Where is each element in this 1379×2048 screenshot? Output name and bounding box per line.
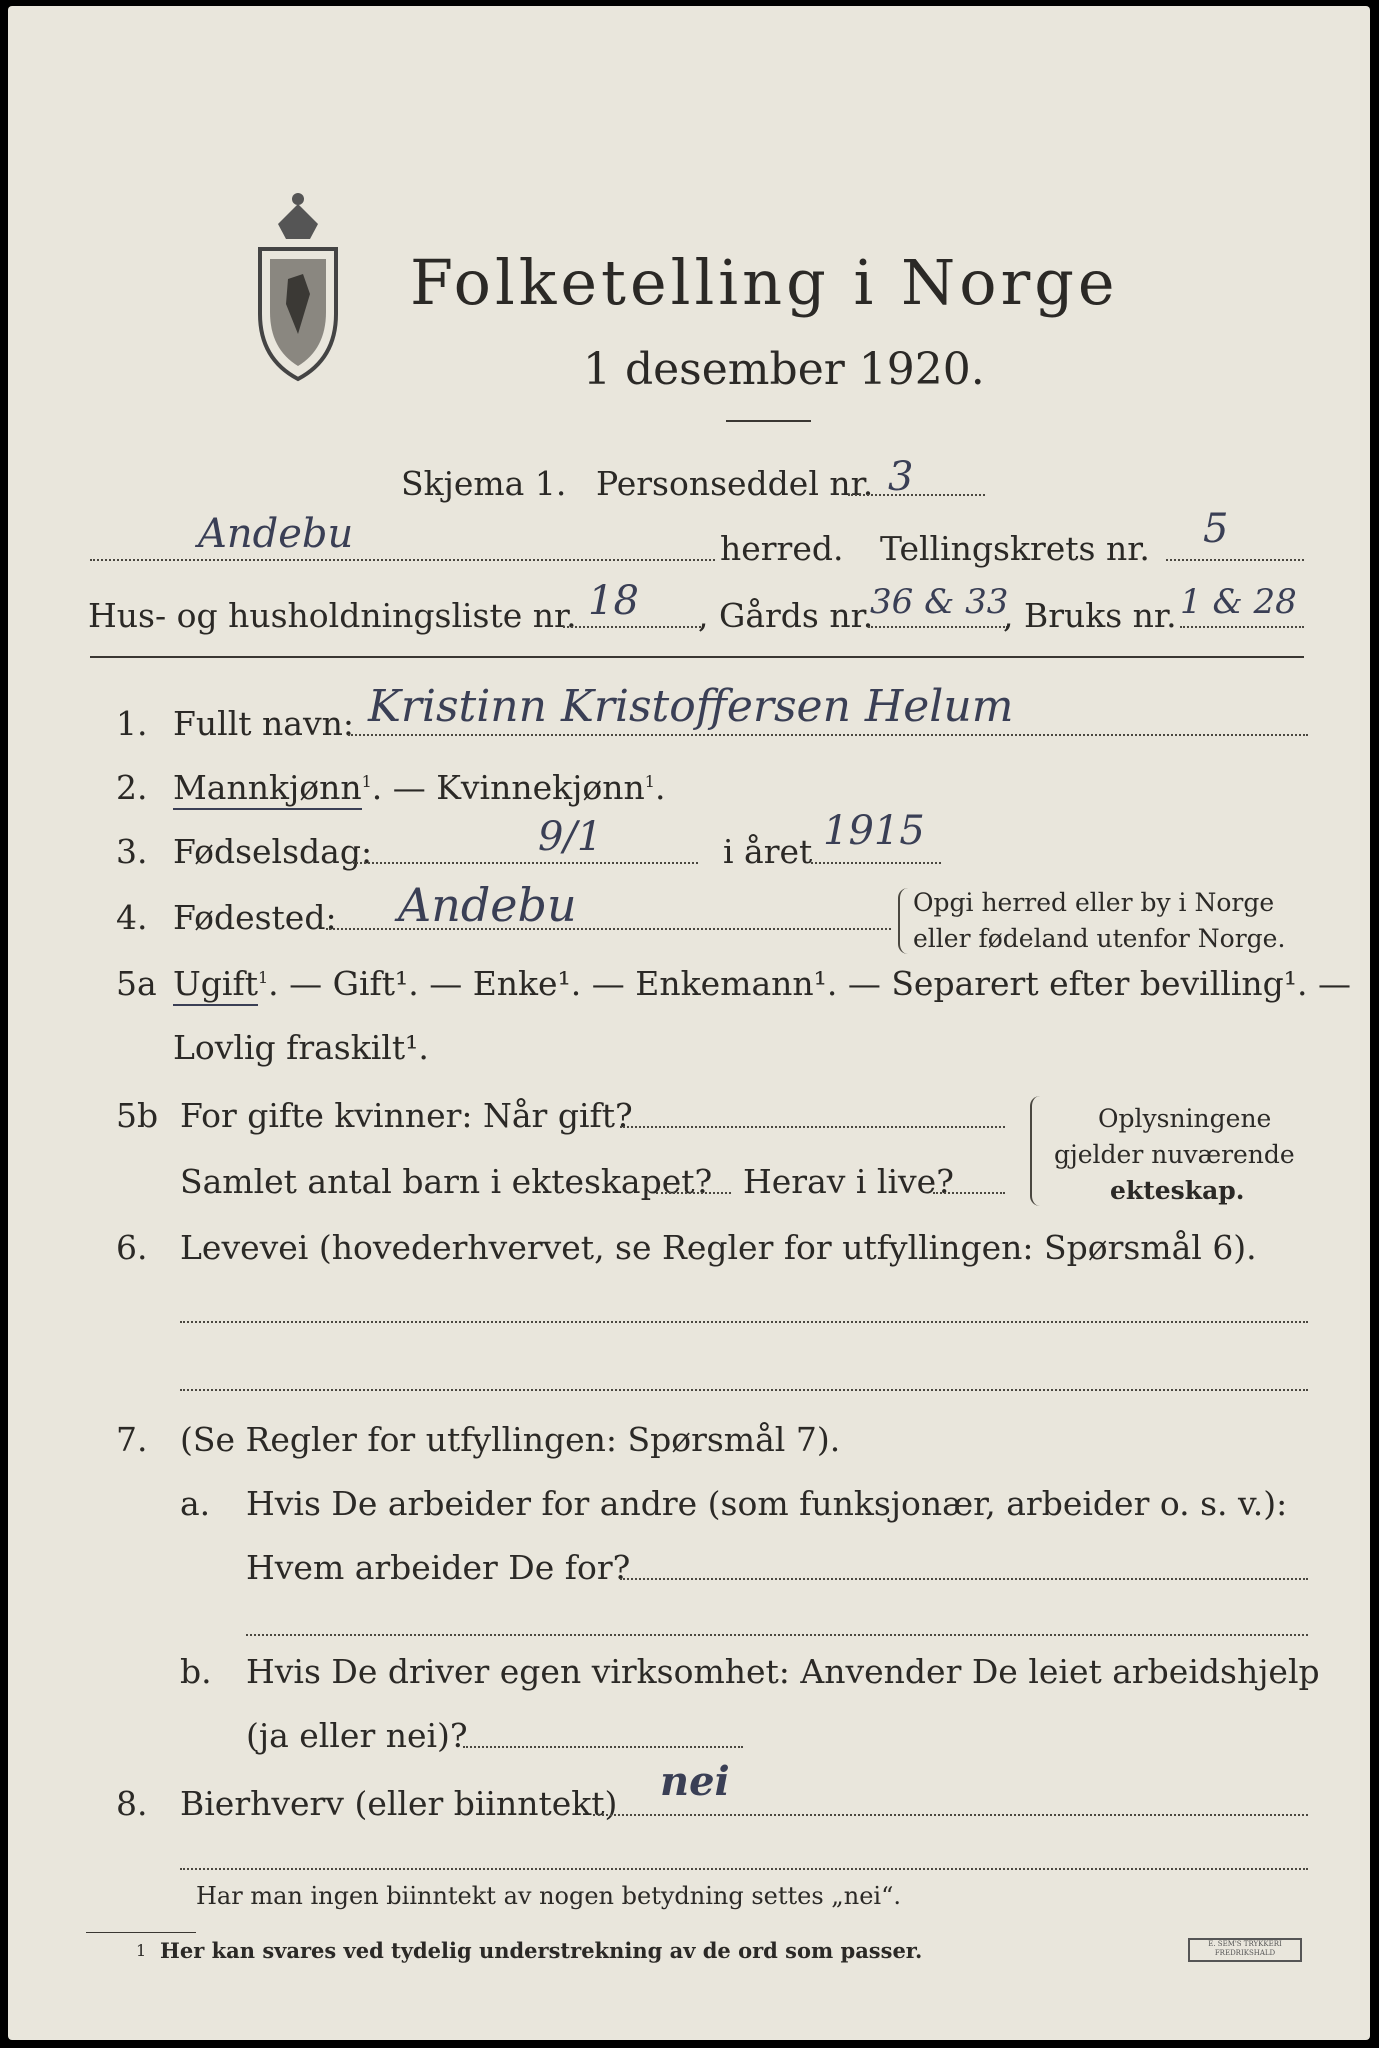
title-divider	[726, 420, 811, 422]
q8-line2[interactable]	[180, 1868, 1308, 1870]
option-mannkjonn[interactable]: Mannkjønn	[173, 768, 362, 810]
gards-label: , Gårds nr.	[698, 596, 874, 635]
footnote-text: Her kan svares ved tydelig understrekning av de ord som passer.	[160, 1938, 923, 1963]
footnote-rule	[86, 1932, 196, 1933]
q2-separator: . —	[371, 768, 437, 807]
option-ugift[interactable]: Ugift	[173, 964, 258, 1006]
q7b-letter: b.	[180, 1652, 212, 1691]
bruks-label: , Bruks nr.	[1003, 596, 1177, 635]
form-title: Folketelling i Norge	[410, 246, 1119, 319]
q3-date-line	[353, 862, 698, 864]
hus-label: Hus- og husholdningsliste nr.	[88, 596, 577, 635]
q2-end: .	[654, 768, 666, 807]
q6-number: 6.	[116, 1228, 148, 1267]
q5b-brace	[1030, 1096, 1041, 1206]
side-income-value[interactable]: nei	[660, 1758, 730, 1805]
q7b-text: Hvis De driver egen virksomhet: Anvender De leiet arbeidshjelp	[246, 1652, 1320, 1691]
q5b-number: 5b	[116, 1096, 159, 1135]
q8-number: 8.	[116, 1784, 148, 1823]
q5b-note-line2: gjelder nuværende	[1054, 1140, 1295, 1169]
herred-label: herred.	[720, 529, 844, 568]
personseddel-label: Personseddel nr.	[596, 464, 874, 503]
header-divider	[90, 656, 1304, 658]
printer-stamp: E. SEM'S TRYKKERI FREDRIKSHALD	[1188, 1938, 1302, 1962]
tellingskrets-line	[1166, 559, 1304, 561]
q3-number: 3.	[116, 832, 148, 871]
gards-value[interactable]: 36 & 33	[870, 582, 1009, 622]
hus-value[interactable]: 18	[588, 578, 639, 624]
q5a-number: 5a	[116, 964, 157, 1003]
q4-note-line2: eller fødeland utenfor Norge.	[913, 924, 1286, 953]
q4-brace	[898, 888, 908, 954]
birthplace-value[interactable]: Andebu	[398, 878, 577, 932]
q6-line2[interactable]	[180, 1389, 1308, 1391]
tellingskrets-value[interactable]: 5	[1203, 506, 1229, 552]
q8-line	[593, 1814, 1308, 1816]
q5b-children-label: Samlet antal barn i ekteskapet?	[180, 1162, 713, 1201]
census-form	[8, 6, 1370, 2040]
birth-year-value[interactable]: 1915	[823, 808, 925, 854]
q6-label: Levevei (hovederhvervet, se Regler for utfyllingen: Spørsmål 6).	[180, 1228, 1257, 1267]
q4-label: Fødested:	[173, 898, 337, 937]
birthday-value[interactable]: 9/1	[538, 814, 603, 860]
q8-label: Bierhverv (eller biinntekt)	[180, 1784, 618, 1823]
q7a-text: Hvis De arbeider for andre (som funksjonær, arbeider o. s. v.):	[246, 1484, 1288, 1523]
personseddel-line	[848, 494, 985, 496]
q5b-alive-label: Herav i live?	[743, 1162, 954, 1201]
q7a-line1[interactable]	[620, 1578, 1308, 1580]
q7b-line[interactable]	[463, 1746, 743, 1748]
bruks-value[interactable]: 1 & 28	[1180, 582, 1297, 622]
q5b-married-label: For gifte kvinner: Når gift?	[180, 1096, 633, 1135]
census-date: 1 desember 1920.	[583, 344, 985, 395]
q2-sup: 1	[361, 772, 372, 791]
q5b-note-line1: Oplysningene	[1098, 1104, 1272, 1133]
q3-label: Fødselsdag:	[173, 832, 373, 871]
q6-line1[interactable]	[180, 1321, 1308, 1323]
q5b-married-line	[620, 1126, 1005, 1128]
q2-options: Mannkjønn$^1$. — Kvinnekjønn$^1$.	[173, 768, 665, 807]
q3-year-label: i året	[723, 832, 813, 871]
coat-of-arms-icon	[248, 184, 348, 389]
q7a-question: Hvem arbeider De for?	[246, 1548, 631, 1587]
q7-number: 7.	[116, 1420, 148, 1459]
q4-number: 4.	[116, 898, 148, 937]
q7a-letter: a.	[180, 1484, 211, 1523]
q5b-alive-line	[933, 1192, 1005, 1194]
option-lovlig-fraskilt[interactable]: Lovlig fraskilt¹.	[173, 1028, 429, 1067]
q5b-note-line3: ekteskap.	[1110, 1176, 1245, 1205]
footnote-number: 1	[136, 1941, 147, 1960]
herred-line	[90, 559, 715, 561]
gards-line	[868, 626, 1008, 628]
q7b-question: (ja eller nei)?	[246, 1716, 468, 1755]
q5a-options: Ugift$^1$. — Gift¹. — Enke¹. — Enkemann¹. — Separert efter bevilling¹. —	[173, 964, 1351, 1003]
full-name-value[interactable]: Kristinn Kristoffersen Helum	[368, 681, 1014, 732]
q7-label: (Se Regler for utfyllingen: Spørsmål 7).	[180, 1420, 841, 1459]
bruks-line	[1180, 626, 1304, 628]
tellingskrets-label: Tellingskrets nr.	[880, 529, 1150, 568]
herred-value[interactable]: Andebu	[198, 511, 354, 557]
skjema-label: Skjema 1.	[401, 464, 567, 503]
hus-line	[563, 626, 701, 628]
footer-note: Har man ingen biinntekt av nogen betydning settes „nei“.	[196, 1882, 901, 1910]
q2-number: 2.	[116, 768, 148, 807]
q5b-children-line	[656, 1192, 731, 1194]
q5a-other-options[interactable]: . — Gift¹. — Enke¹. — Enkemann¹. — Separert efter bevilling¹. —	[268, 964, 1351, 1003]
q1-line	[348, 734, 1308, 736]
q7a-line2[interactable]	[246, 1634, 1308, 1636]
q1-number: 1.	[116, 704, 148, 743]
option-kvinnekjonn[interactable]: Kvinnekjønn	[436, 768, 645, 807]
q4-note-line1: Opgi herred eller by i Norge	[913, 888, 1275, 917]
q3-year-line	[811, 862, 941, 864]
q1-label: Fullt navn:	[173, 704, 354, 743]
personseddel-value[interactable]: 3	[888, 454, 914, 500]
